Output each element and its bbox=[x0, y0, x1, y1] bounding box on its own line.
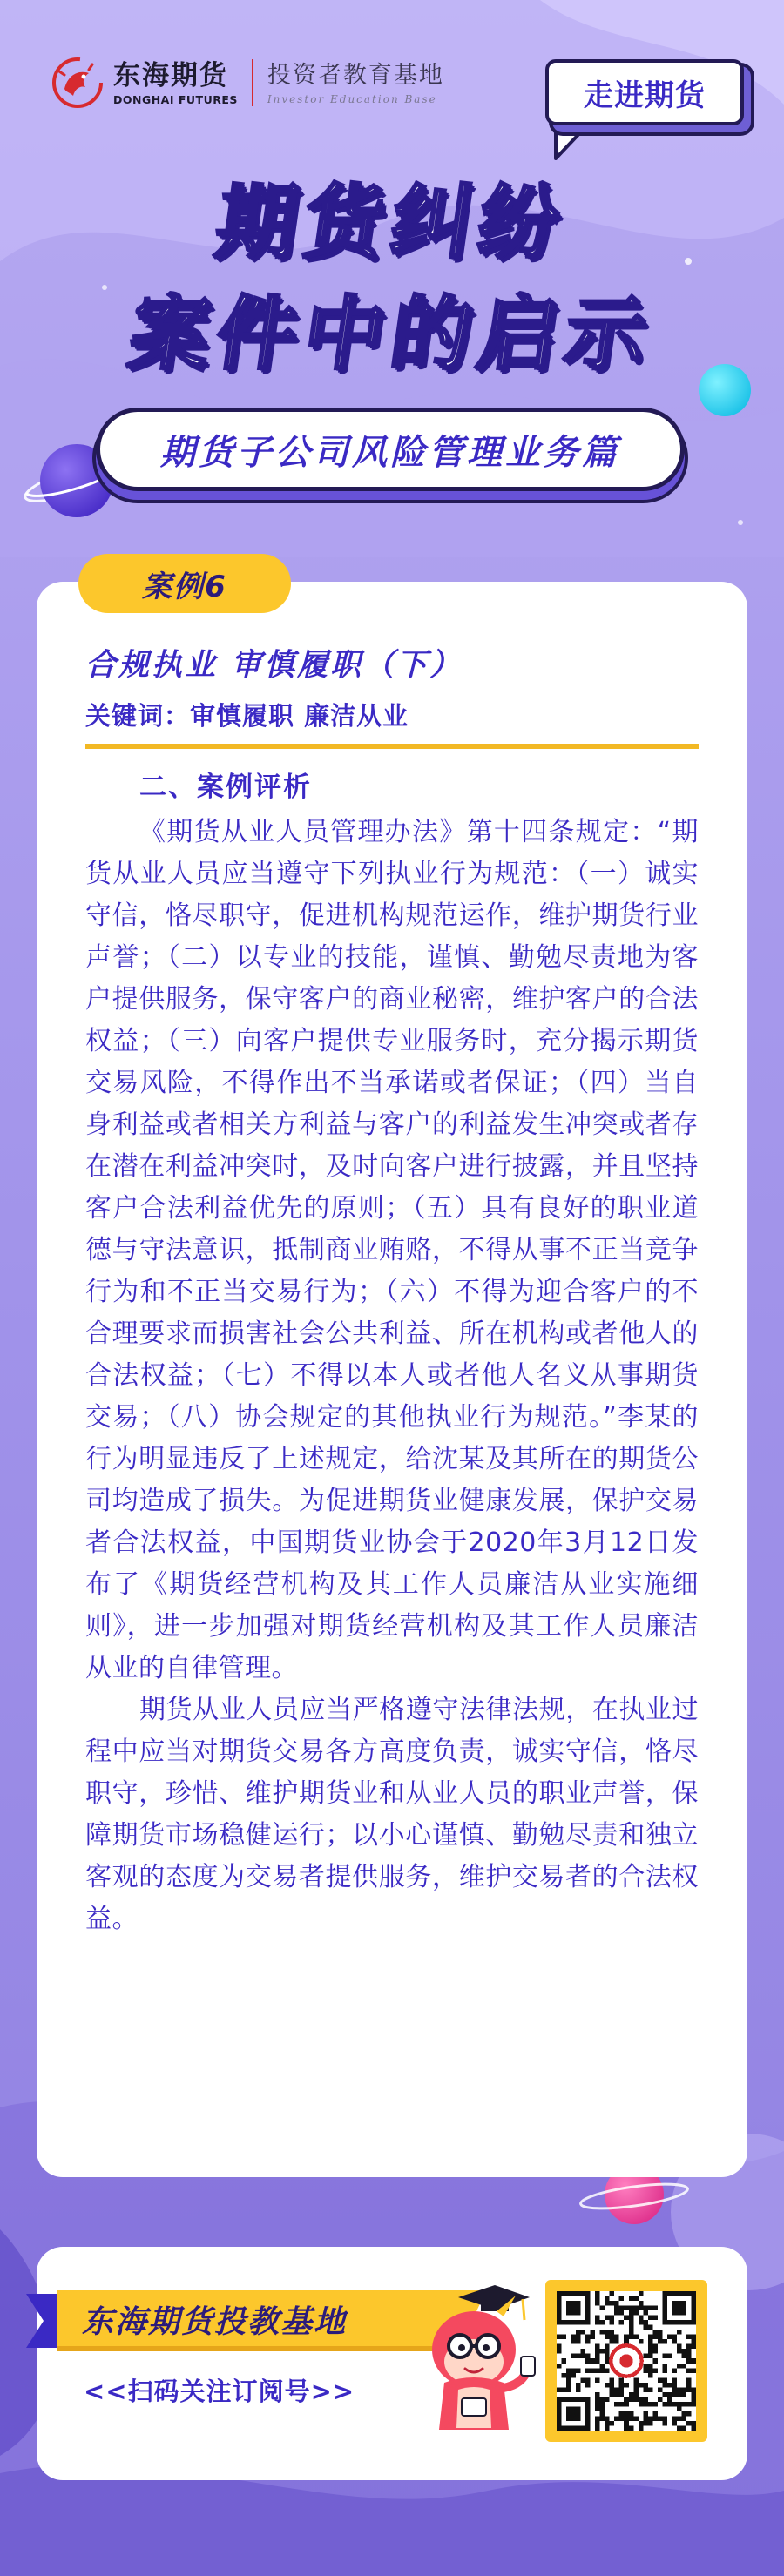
section-divider bbox=[85, 744, 699, 749]
subtitle-pill: 期货子公司风险管理业务篇 bbox=[96, 408, 685, 491]
brand-section-en: Investor Education Base bbox=[267, 92, 437, 105]
brand-divider bbox=[252, 59, 253, 106]
footer-ribbon-label: 东海期货投教基地 bbox=[82, 2304, 348, 2340]
brand-name-cn: 东海期货 bbox=[113, 59, 228, 91]
case-tab: 案例6 bbox=[78, 554, 291, 613]
paragraph-2: 期货从业人员应当严格遵守法律法规，在执业过程中应当对期货交易各方高度负责，诚实守信，恪尽职守，珍惜、维护期货业和从业人员的职业声誉，保障期货市场稳健运行；以小心谨慎、勤勉尽责和独立客观的态度为交易者提供服务，维护交易者的合法权益。 bbox=[85, 1695, 699, 1934]
brand-section-cn: 投资者教育基地 bbox=[267, 61, 444, 89]
case-title: 合规执业 审慎履职（下） bbox=[85, 648, 463, 683]
qr-code-frame[interactable] bbox=[545, 2280, 707, 2442]
donghai-dragon-logo-icon bbox=[49, 54, 106, 111]
main-title-line-2: 案件中的启示 bbox=[123, 287, 659, 381]
section-heading: 二、案例评析 bbox=[139, 772, 312, 803]
qr-code-icon[interactable] bbox=[557, 2291, 696, 2431]
main-title-line-1: 期货纠纷 bbox=[210, 176, 572, 269]
brand-header bbox=[49, 54, 444, 111]
paragraph-1: 《期货从业人员管理办法》第十四条规定：“期货从业人员应当遵守下列执业行为规范：（一）诚实守信，恪尽职守，促进机构规范运作，维护期货行业声誉；（二）以专业的技能，谨慎、勤勉尽责地为客户提供服务，保守客户的商业秘密，维护客户的合法权益；（三）向客户提供专业服务时，充分揭示期货交易风险，不得作出不当承诺或者保证；（四）当自身利益或者相关方利益与客户的利益发生冲突或者存在潜在利益冲突时，及时向客户进行披露，并且坚持客户合法利益优先的原则；（五）具有良好的职业道德与守法意识，抵制商业贿赂，不得从事不正当竞争行为和不正当交易行为；（六）不得为迎合客户的不合理要求而损害社会公共利益、所在机构或者他人的合法权益；（七）不得以本人或者他人名义从事期货交易；（八）协会规定的其他执业行为规范。”李某的行为明显违反了上述规定，给沈某及其所在的期货公司均造成了损失。为促进期货业健康发展，保护交易者合法权益，中国期货业协会于2020年3月12日发布了《期货经营机构及其工作人员廉洁从业实施细则》，进一步加强对期货经营机构及其工作人员廉洁从业的自律管理。 bbox=[85, 817, 699, 1683]
subscribe-prompt[interactable]: <<扫码关注订阅号>> bbox=[84, 2377, 355, 2406]
brand-name-en: DONGHAI FUTURES bbox=[113, 92, 238, 106]
article-body bbox=[85, 766, 699, 1940]
case-keywords: 关键词：审慎履职 廉洁从业 bbox=[85, 701, 409, 731]
intro-badge[interactable]: 走进期货 bbox=[545, 59, 744, 125]
dragon-mascot-icon bbox=[408, 2282, 538, 2435]
speech-bubble-tail-icon bbox=[551, 120, 603, 164]
